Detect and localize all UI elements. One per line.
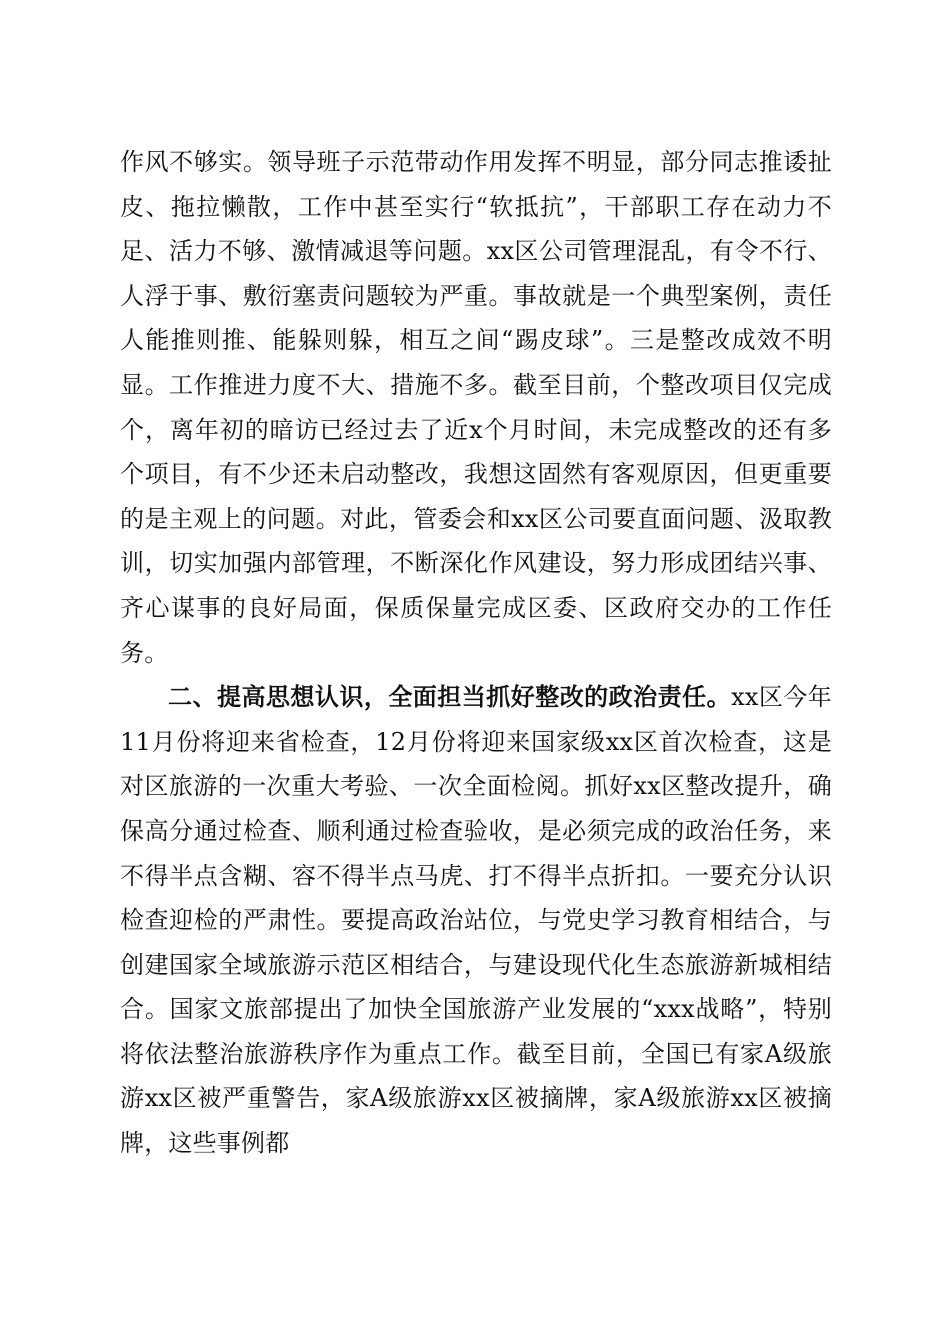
paragraph-continuation (120, 140, 832, 675)
paragraph-text: xx区今年11月份将迎来省检查，12月份将迎来国家级xx区首次检查，这是对区旅游的一次重大考验、一次全面检阅。抓好xx区整改提升，确保高分通过检查、顺利通过检查验收，是必须完成的政治任务，来不得半点含糊、容不得半点马虎、打不得半点折扣。一要充分认识检查迎检的严肃性。要提高政治站位，与党史学习教育相结合，与创建国家全域旅游示范区相结合，与建设现代化生态旅游新城相结合。国家文旅部提出了加快全国旅游产业发展的“xxx战略”，特别将依法整治旅游秩序作为重点工作。截至目前，全国已有家A级旅游xx区被严重警告，家A级旅游xx区被摘牌，家A级旅游xx区被摘牌，这些事例都 (120, 683, 832, 1158)
document-body (120, 140, 832, 1166)
section-heading-lead: 二、提高思想认识，全面担当抓好整改的政治责任。 (168, 683, 732, 712)
paragraph-section-two (120, 675, 832, 1166)
paragraph-text: 作风不够实。领导班子示范带动作用发挥不明显，部分同志推诿扯皮、拖拉懒散，工作中甚至实行“软抵抗”，干部职工存在动力不足、活力不够、激情减退等问题。xx区公司管理混乱，有令不行、人浮于事、敷衍塞责问题较为严重。事故就是一个典型案例，责任人能推则推、能躲则躲，相互之间“踢皮球”。三是整改成效不明显。工作推进力度不大、措施不多。截至目前，个整改项目仅完成个，离年初的暗访已经过去了近x个月时间，未完成整改的还有多个项目，有不少还未启动整改，我想这固然有客观原因，但更重要的是主观上的问题。对此，管委会和xx区公司要直面问题、汲取教训，切实加强内部管理，不断深化作风建设，努力形成团结兴事、齐心谋事的良好局面，保质保量完成区委、区政府交办的工作任务。 (120, 148, 832, 667)
